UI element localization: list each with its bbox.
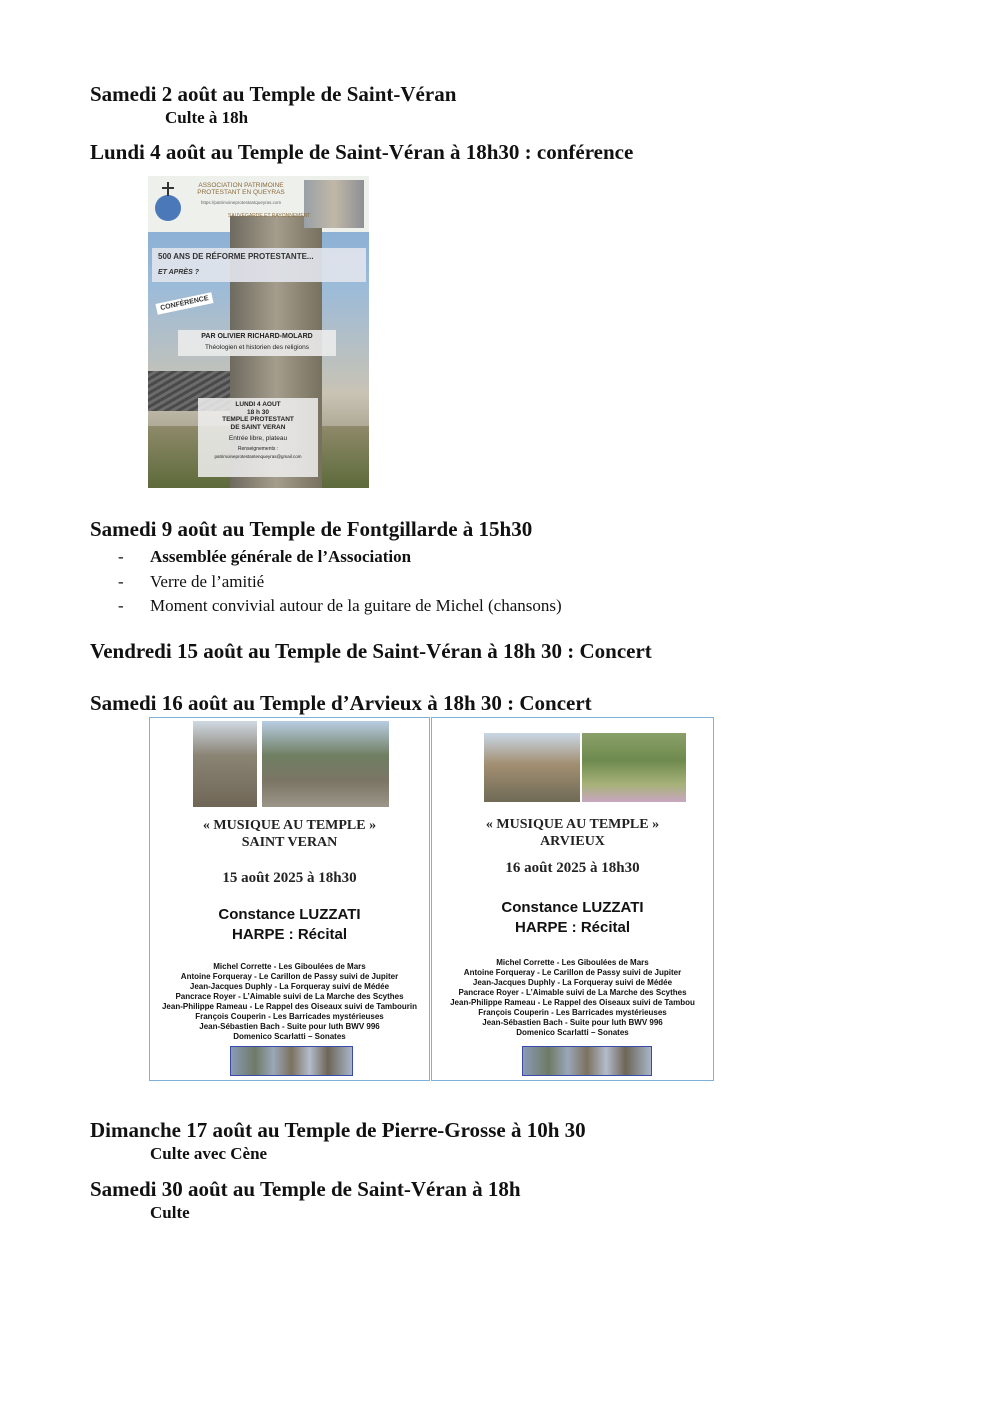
church-photo <box>484 733 580 802</box>
valley-photo <box>582 733 686 802</box>
poster-headline: 500 ANS DE RÉFORME PROTESTANTE... <box>158 252 314 261</box>
event-detail: Culte à 18h <box>165 108 249 127</box>
poster-title: « MUSIQUE AU TEMPLE » <box>485 817 660 832</box>
poster-date: 15 août 2025 à 18h30 <box>222 870 357 886</box>
poster-performer: Constance LUZZATI <box>218 906 361 923</box>
event-detail: Culte <box>150 1203 190 1222</box>
event-title: Samedi 30 août au Temple de Saint-Véran à 18h <box>90 1177 521 1201</box>
list-item: - Moment convivial autour de la guitare de Michel (chansons) <box>118 596 562 615</box>
conference-poster <box>148 176 369 488</box>
event-title: Vendredi 15 août au Temple de Saint-Véran à 18h 30 : Concert <box>90 639 652 663</box>
list-item: - Assemblée générale de l’Association <box>118 547 412 566</box>
poster-program: Michel Corrette - Les Giboulées de Mars Antoine Forqueray - Le Carillon de Passy suivi de Jupiter Jean-Jacques Duphly - La Forqueray suivi de Médée Pancrace Royer - L’Aimable suivi de La Marche des Scythes Jean-Philippe Rameau - Le Rappel des Oiseaux suivi de Tambourin François Couperin - Les Barricades mystérieuses Jean-Sébastien Bach - Suite pour luth BWV 996 Domenico Scarlatti – Sonates <box>161 962 418 1041</box>
concert-poster-saint-veran <box>149 717 430 1081</box>
globe-cross-icon <box>152 180 184 224</box>
poster-location: SAINT VERAN <box>241 835 338 850</box>
poster-date: 16 août 2025 à 18h30 <box>505 860 640 876</box>
event-detail: Culte avec Cène <box>150 1144 268 1163</box>
poster-speaker: PAR OLIVIER RICHARD-MOLARD <box>201 333 313 340</box>
poster-kind: HARPE : Récital <box>231 926 348 943</box>
poster-url: https://patrimoineprotestantqueyras.com <box>200 200 282 205</box>
poster-subheadline: ET APRÈS ? <box>158 269 199 276</box>
event-title: Dimanche 17 août au Temple de Pierre-Grosse à 10h 30 <box>90 1118 586 1142</box>
event-title: Lundi 4 août au Temple de Saint-Véran à 18h30 : conférence <box>90 140 634 164</box>
poster-org: ASSOCIATION PATRIMOINE PROTESTANT EN QUEYRAS <box>197 182 285 196</box>
list-item: - Verre de l’amitié <box>118 571 265 591</box>
photo-strip <box>230 1046 353 1076</box>
poster-badge: CONFÉRENCE <box>155 292 213 315</box>
poster-speaker-role: Théologien et historien des religions <box>204 344 310 351</box>
event-items <box>118 545 562 619</box>
church-photo <box>193 721 257 807</box>
concert-poster-arvieux <box>431 717 714 1081</box>
village-photo <box>262 721 389 807</box>
event-title: Samedi 2 août au Temple de Saint-Véran <box>90 82 457 106</box>
poster-program: Michel Corrette - Les Giboulées de Mars Antoine Forqueray - Le Carillon de Passy suivi de Jupiter Jean-Jacques Duphly - La Forqueray suivi de Médée Pancrace Royer - L’Aimable suivi de La Marche des Scythes Jean-Philippe Rameau - Le Rappel des Oiseaux suivi de Tambou François Couperin - Les Barricades mystérieuses Jean-Sébastien Bach - Suite pour luth BWV 996 Domenico Scarlatti – Sonates <box>450 958 695 1037</box>
poster-kind: HARPE : Récital <box>514 919 631 936</box>
poster-performer: Constance LUZZATI <box>501 899 644 916</box>
poster-tagline: SAUVEGARDE ET RAYONNEMENT <box>228 213 311 219</box>
poster-title: « MUSIQUE AU TEMPLE » <box>202 818 377 833</box>
event-title: Samedi 16 août au Temple d’Arvieux à 18h 30 : Concert <box>90 691 592 715</box>
poster-location: ARVIEUX <box>540 834 605 849</box>
event-title: Samedi 9 août au Temple de Fontgillarde à 15h30 <box>90 517 533 541</box>
bell-towers-photo <box>304 180 364 228</box>
poster-info: LUNDI 4 AOUT 18 h 30 TEMPLE PROTESTANT DE SAINT VERAN Entrée libre, plateau Renseignements : patrimoineprotestantenqueyras@gmail.com <box>198 398 318 477</box>
photo-strip <box>522 1046 652 1076</box>
